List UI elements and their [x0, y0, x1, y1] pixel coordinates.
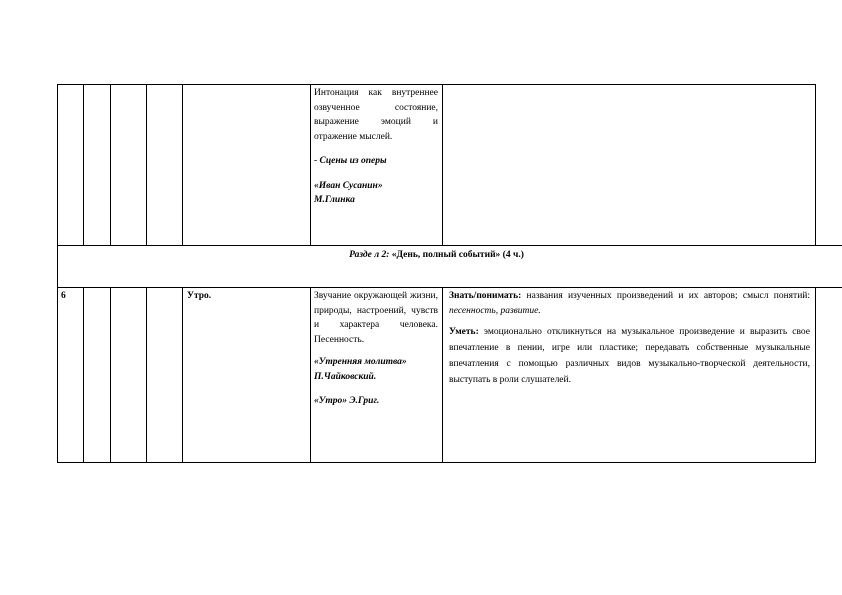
table-bottom-border: [57, 462, 816, 463]
section-hours: (4 ч.): [502, 250, 524, 260]
content-description: Интонация как внутреннее озвученное состояние, выражение эмоций и отражение мыслей.: [314, 88, 438, 142]
able-label: Уметь:: [449, 327, 479, 337]
col-divider: [57, 84, 58, 462]
able-requirement: [449, 324, 810, 388]
row-topic: Утро.: [187, 291, 212, 301]
able-text: эмоционально откликнуться на музыкальное произведение и выразить свое впечатление в пении, игре или пластике; передавать собственные музыкальные впечатления с помощью различных видов музыкально-творческой деятельности, выступать в роли слушателей.: [449, 327, 811, 385]
col-divider: [442, 287, 443, 462]
section-heading: [57, 248, 816, 262]
composer: М.Глинка: [314, 195, 355, 205]
section-row-top-border: [57, 245, 842, 246]
section-title: «День, полный событий»: [391, 250, 501, 260]
col-divider: [182, 84, 183, 245]
col-divider: [815, 287, 816, 462]
know-text: названия изученных произведений и их авторов; смысл понятий:: [526, 291, 811, 301]
content-description: Звучание окружающей жизни, природы, настроений, чувств и характера человека. Песенность.: [314, 291, 438, 345]
row-6-requirements-cell: [449, 289, 810, 396]
row-6-content-cell: [314, 289, 438, 417]
section-row-bottom-border: [57, 287, 842, 288]
col-divider: [146, 84, 147, 245]
section-label: Разде л 2:: [349, 250, 390, 260]
know-label: Знать/понимать:: [449, 291, 522, 301]
col-divider: [182, 287, 183, 462]
scene-item: - Сцены из оперы: [314, 156, 387, 166]
know-requirement: [449, 289, 810, 318]
col-divider: [442, 84, 443, 245]
top-row-content-cell: [314, 86, 438, 208]
col-divider: [83, 287, 84, 462]
work-title: «Иван Сусанин»: [314, 180, 383, 191]
col-divider: [310, 84, 311, 245]
know-terms: песенность, развитие.: [449, 305, 541, 316]
col-divider: [110, 287, 111, 462]
row-number: 6: [61, 291, 66, 301]
col-divider: [815, 84, 816, 245]
work-item: «Утренняя молитва» П.Чайковский.: [314, 357, 407, 382]
table-top-border: [57, 84, 816, 85]
work-item: «Утро» Э.Григ.: [314, 396, 380, 406]
col-divider: [110, 84, 111, 245]
col-divider: [310, 287, 311, 462]
col-divider: [146, 287, 147, 462]
col-divider: [83, 84, 84, 245]
